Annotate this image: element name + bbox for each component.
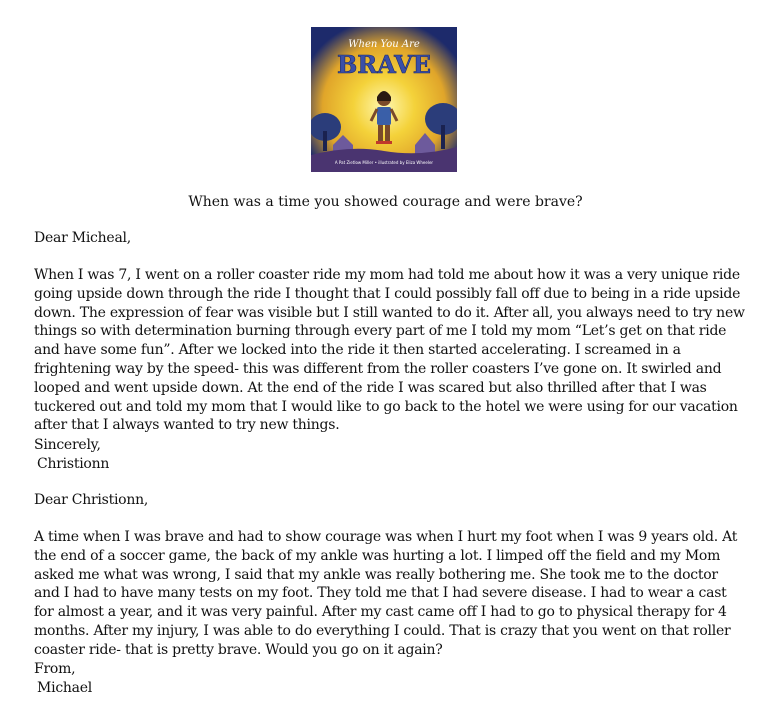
letter1-closing-block (34, 436, 746, 474)
letter1-closing: Sincerely, (34, 437, 101, 453)
letter2-signature: Michael (37, 679, 93, 696)
book-cover-image (311, 27, 457, 172)
letter1-signature: Christionn (37, 455, 110, 472)
letter1-body: When I was 7, I went on a roller coaster ride my mom had told me about how it was a very unique ride going upside down through the ride I thought that I could possibly fall off due to being in a ride upside down. The expression of fear was visible but I still wanted to do it. After all, you always need to try new things so with determination burning through every part of me I told my mom “Let’s get on that ride and have some fun”. After we locked into the ride it then started accelerating. I screamed in a frightening way by the speed- this was different from the roller coasters I’ve gone on. It swirled and looped and went upside down. At the end of the ride I was scared but also thrilled after that I was tuckered out and told my mom that I would like to go back to the hotel we were using for our vacation after that I always wanted to try new things. (34, 267, 745, 434)
cover-title-line2: BRAVE (336, 50, 432, 79)
cover-credits: A Pat Zietlow Miller • illustrated by Eliza Wheeler (334, 160, 434, 165)
cover-title-line1: When You Are (348, 39, 420, 50)
letter2-body: A time when I was brave and had to show courage was when I hurt my foot when I was 9 years old. At the end of a soccer game, the back of my ankle was hurting a lot. I limped off the field and my Mom asked me what was wrong, I said that my ankle was really bothering me. She took me to the doctor and I had to have many tests on my foot. They told me that I had severe disease. I had to wear a cast for almost a year, and it was very painful. After my cast came off I had to go to physical therapy for 4 months. After my injury, I was able to do everything I could. That is crazy that you went on that roller coaster ride- that is pretty brave. Would you go on it again? (34, 529, 738, 658)
writing-prompt: When was a time you showed courage and were brave? (188, 194, 583, 210)
letter2-salutation: Dear Christionn, (34, 492, 149, 508)
letter2-closing: From, (34, 661, 76, 677)
letter1-salutation: Dear Micheal, (34, 230, 131, 246)
letter2-closing-block (34, 660, 746, 698)
